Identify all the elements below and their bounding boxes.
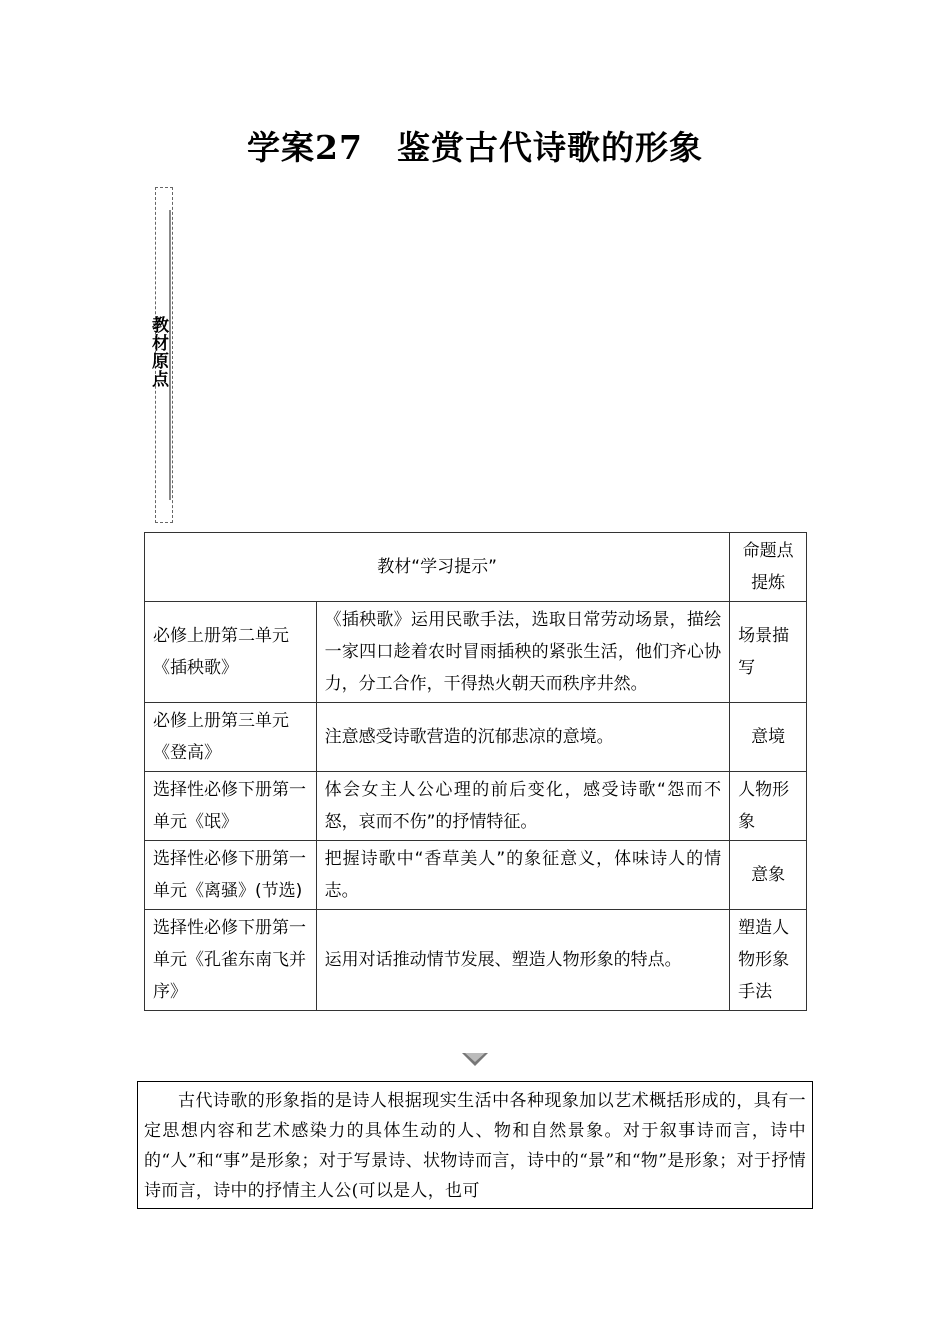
explanation-text: 古代诗歌的形象指的是诗人根据现实生活中各种现象加以艺术概括形成的，具有一定思想内容和艺术感染力的具体生动的人、物和自然景象。对于叙事诗而言，诗中的“人”和“事”是形象；对于写景诗、状物诗而言，诗中的“景”和“物”是形象；对于抒情诗而言，诗中的抒情主人公(可以是人，也可 (144, 1091, 806, 1201)
row-point: 人物形象 (730, 772, 807, 841)
row-tip: 注意感受诗歌营造的沉郁悲凉的意境。 (316, 703, 730, 772)
header-study-tip: 教材“学习提示” (145, 533, 730, 602)
row-tip: 把握诗歌中“香草美人”的象征意义，体味诗人的情志。 (316, 841, 730, 910)
row-source: 必修上册第二单元《插秧歌》 (145, 602, 317, 703)
table-row (145, 703, 807, 772)
table-row (145, 772, 807, 841)
row-source: 选择性必修下册第一单元《氓》 (145, 772, 317, 841)
side-label-bar (169, 210, 171, 500)
table-row (145, 910, 807, 1011)
row-point: 场景描写 (730, 602, 807, 703)
row-source: 必修上册第三单元《登高》 (145, 703, 317, 772)
table-header-row (145, 533, 807, 602)
row-tip: 体会女主人公心理的前后变化，感受诗歌“怨而不怒，哀而不伤”的抒情特征。 (316, 772, 730, 841)
row-source: 选择性必修下册第一单元《离骚》(节选) (145, 841, 317, 910)
header-key-point: 命题点提炼 (730, 533, 807, 602)
study-table (144, 532, 807, 1011)
row-point: 意境 (730, 703, 807, 772)
chevron-down-icon (462, 1053, 488, 1071)
row-tip: 《插秧歌》运用民歌手法，选取日常劳动场景，描绘一家四口趁着农时冒雨插秧的紧张生活，他们齐心协力，分工合作，干得热火朝天而秩序井然。 (316, 602, 730, 703)
row-point: 塑造人物形象手法 (730, 910, 807, 1011)
row-source: 选择性必修下册第一单元《孔雀东南飞并序》 (145, 910, 317, 1011)
table-row (145, 602, 807, 703)
row-point: 意象 (730, 841, 807, 910)
table-row (145, 841, 807, 910)
explanation-box (137, 1081, 813, 1209)
side-label: 教材原点 (148, 316, 168, 388)
page-title: 学案27 鉴赏古代诗歌的形象 (247, 128, 703, 167)
row-tip: 运用对话推动情节发展、塑造人物形象的特点。 (316, 910, 730, 1011)
